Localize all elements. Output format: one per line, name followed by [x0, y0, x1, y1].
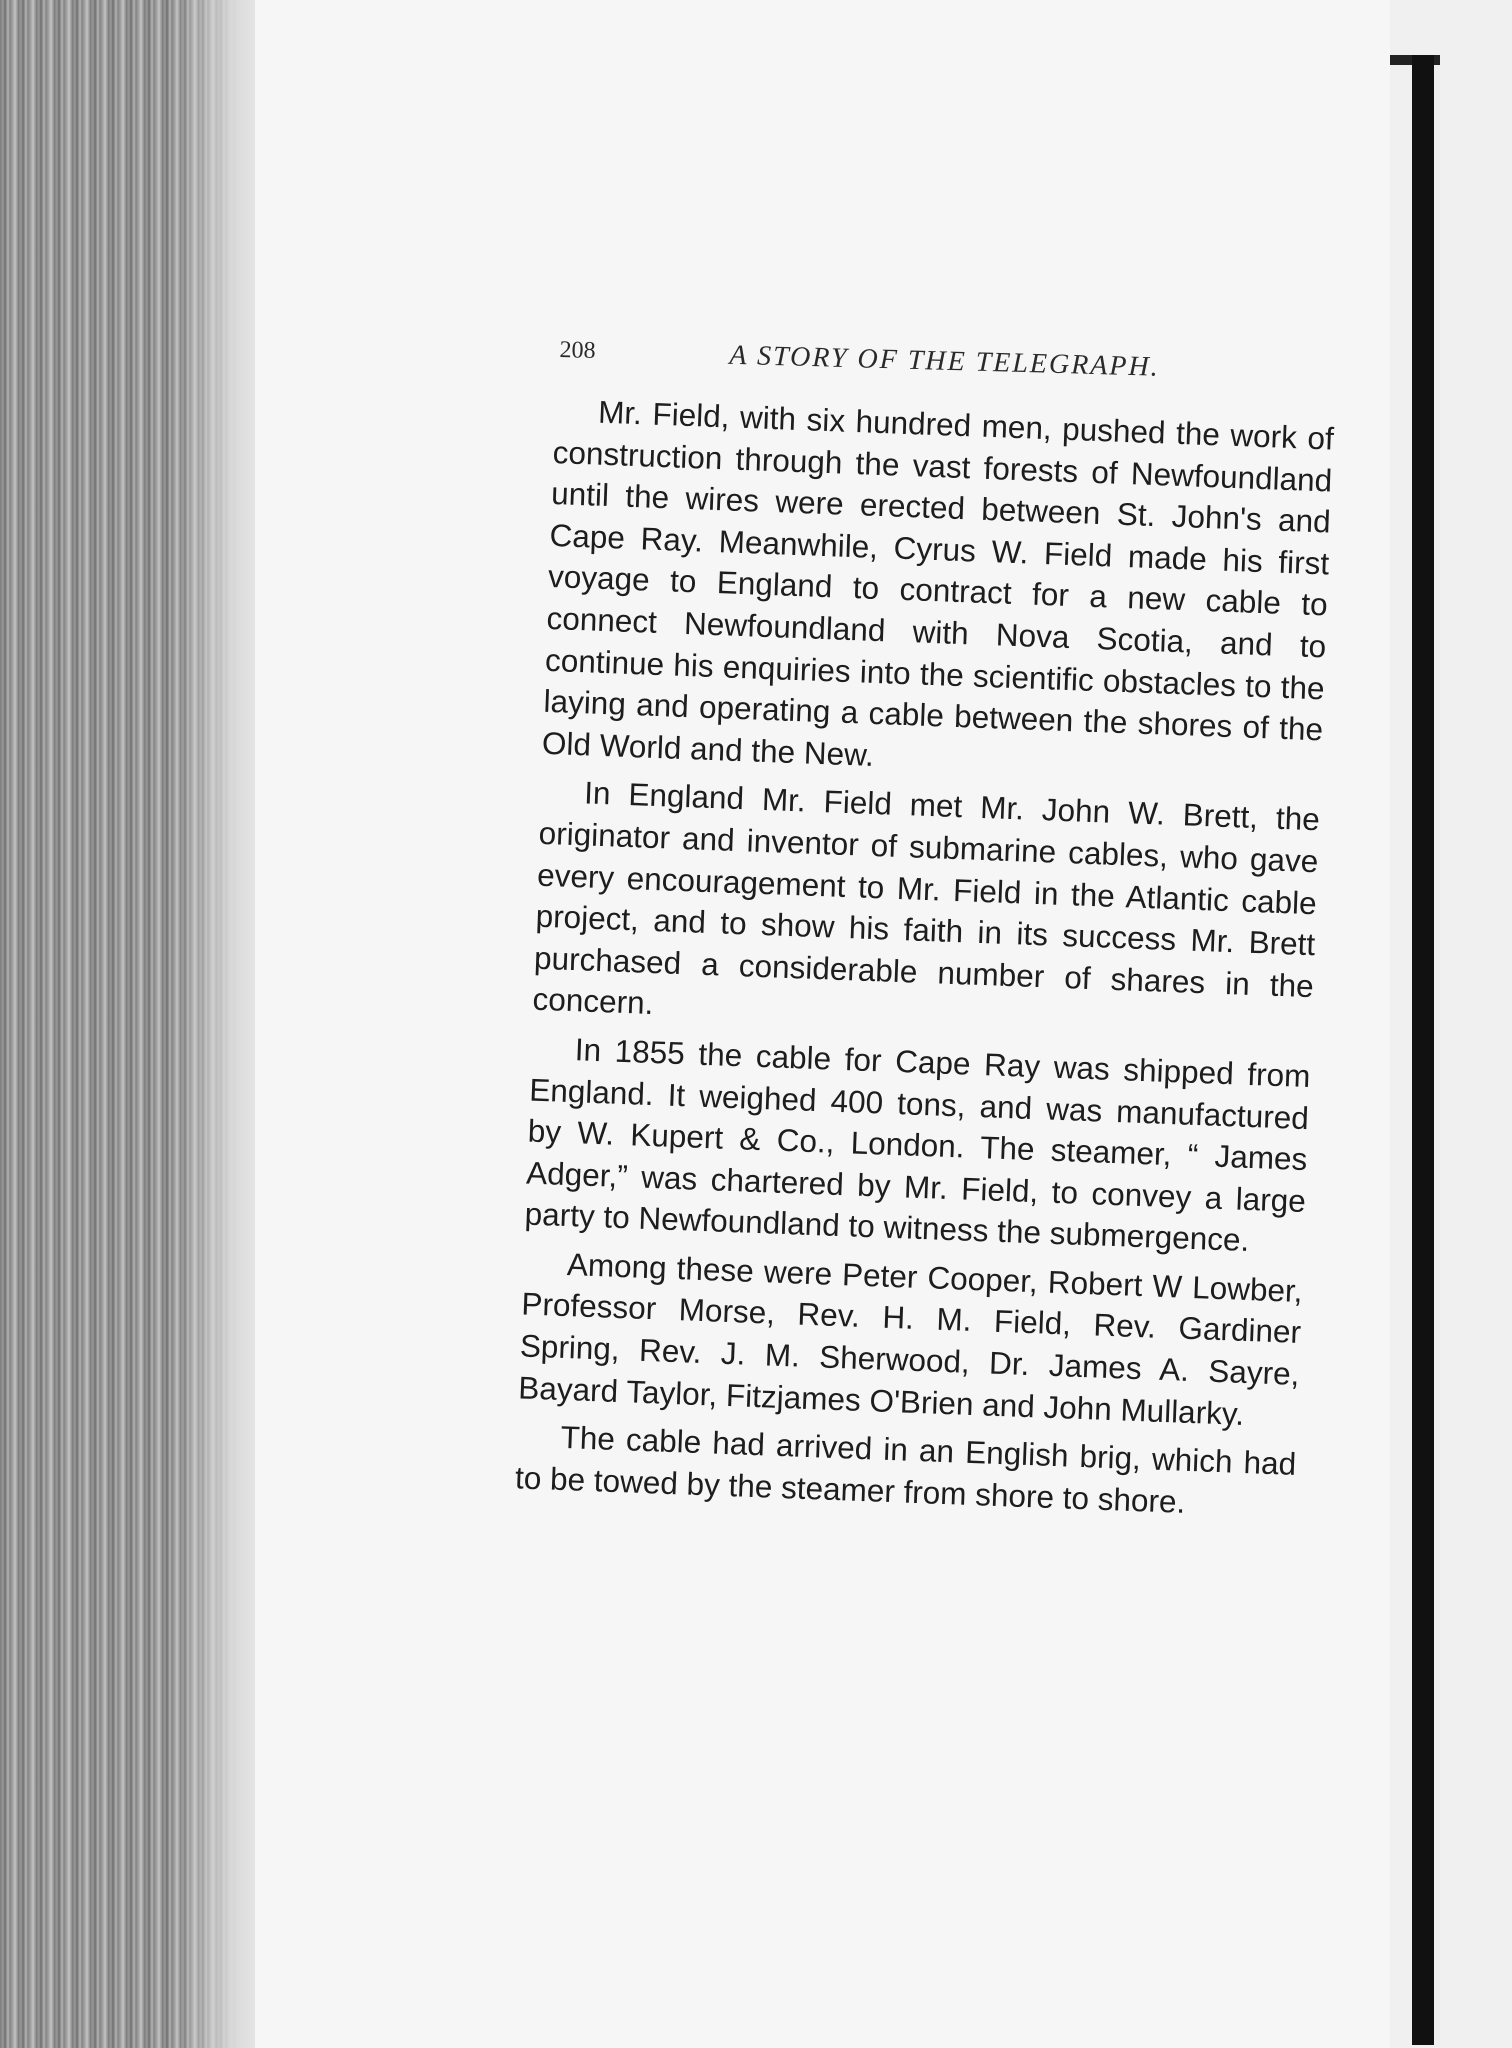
body-text	[514, 390, 1334, 1534]
page-gutter-shadow	[1412, 55, 1434, 2045]
paragraph: In 1855 the cable for Cape Ray was shipped from England. It weighed 400 tons, and was manufactured by W. Kupert & Co., London. The steamer, “ James Adger,” was chartered by Mr. Field, to convey a large party to Newfoundland to witness the submergence.	[524, 1031, 1312, 1259]
facing-page-edge	[1390, 0, 1512, 2048]
book-page-edges	[0, 0, 265, 2048]
paragraph: The cable had arrived in an English brig, which had to be towed by the steamer from shore to shore.	[514, 1419, 1297, 1520]
paragraph: Among these were Peter Cooper, Robert W Lowber, Professor Morse, Rev. H. M. Field, Rev. Gardiner Spring, Rev. J. M. Sherwood, Dr. James A. Sayre, Bayard Taylor, Fitzjames O'Brien and John Mullarky.	[517, 1245, 1304, 1432]
paragraph: Mr. Field, with six hundred men, pushed the work of construction through the vast forests of Newfoundland until the wires were erected between St. John's and Cape Ray. Meanwhile, Cyrus W. Field made his first voyage to England to contract for a new cable to connect Newfoundland with Nova Scotia, and to continue his enquiries into the scientific obstacles to the laying and operating a cable between the shores of the Old World and the New.	[541, 393, 1335, 773]
running-title: A STORY OF THE TELEGRAPH.	[729, 339, 1161, 383]
page-number: 208	[559, 336, 596, 364]
paragraph: In England Mr. Field met Mr. John W. Brett, the originator and inventor of submarine cables, who gave every encouragement to Mr. Field in the Atlantic cable project, and to show his faith in its success Mr. Brett purchased a considerable number of shares in the concern.	[532, 774, 1321, 1022]
